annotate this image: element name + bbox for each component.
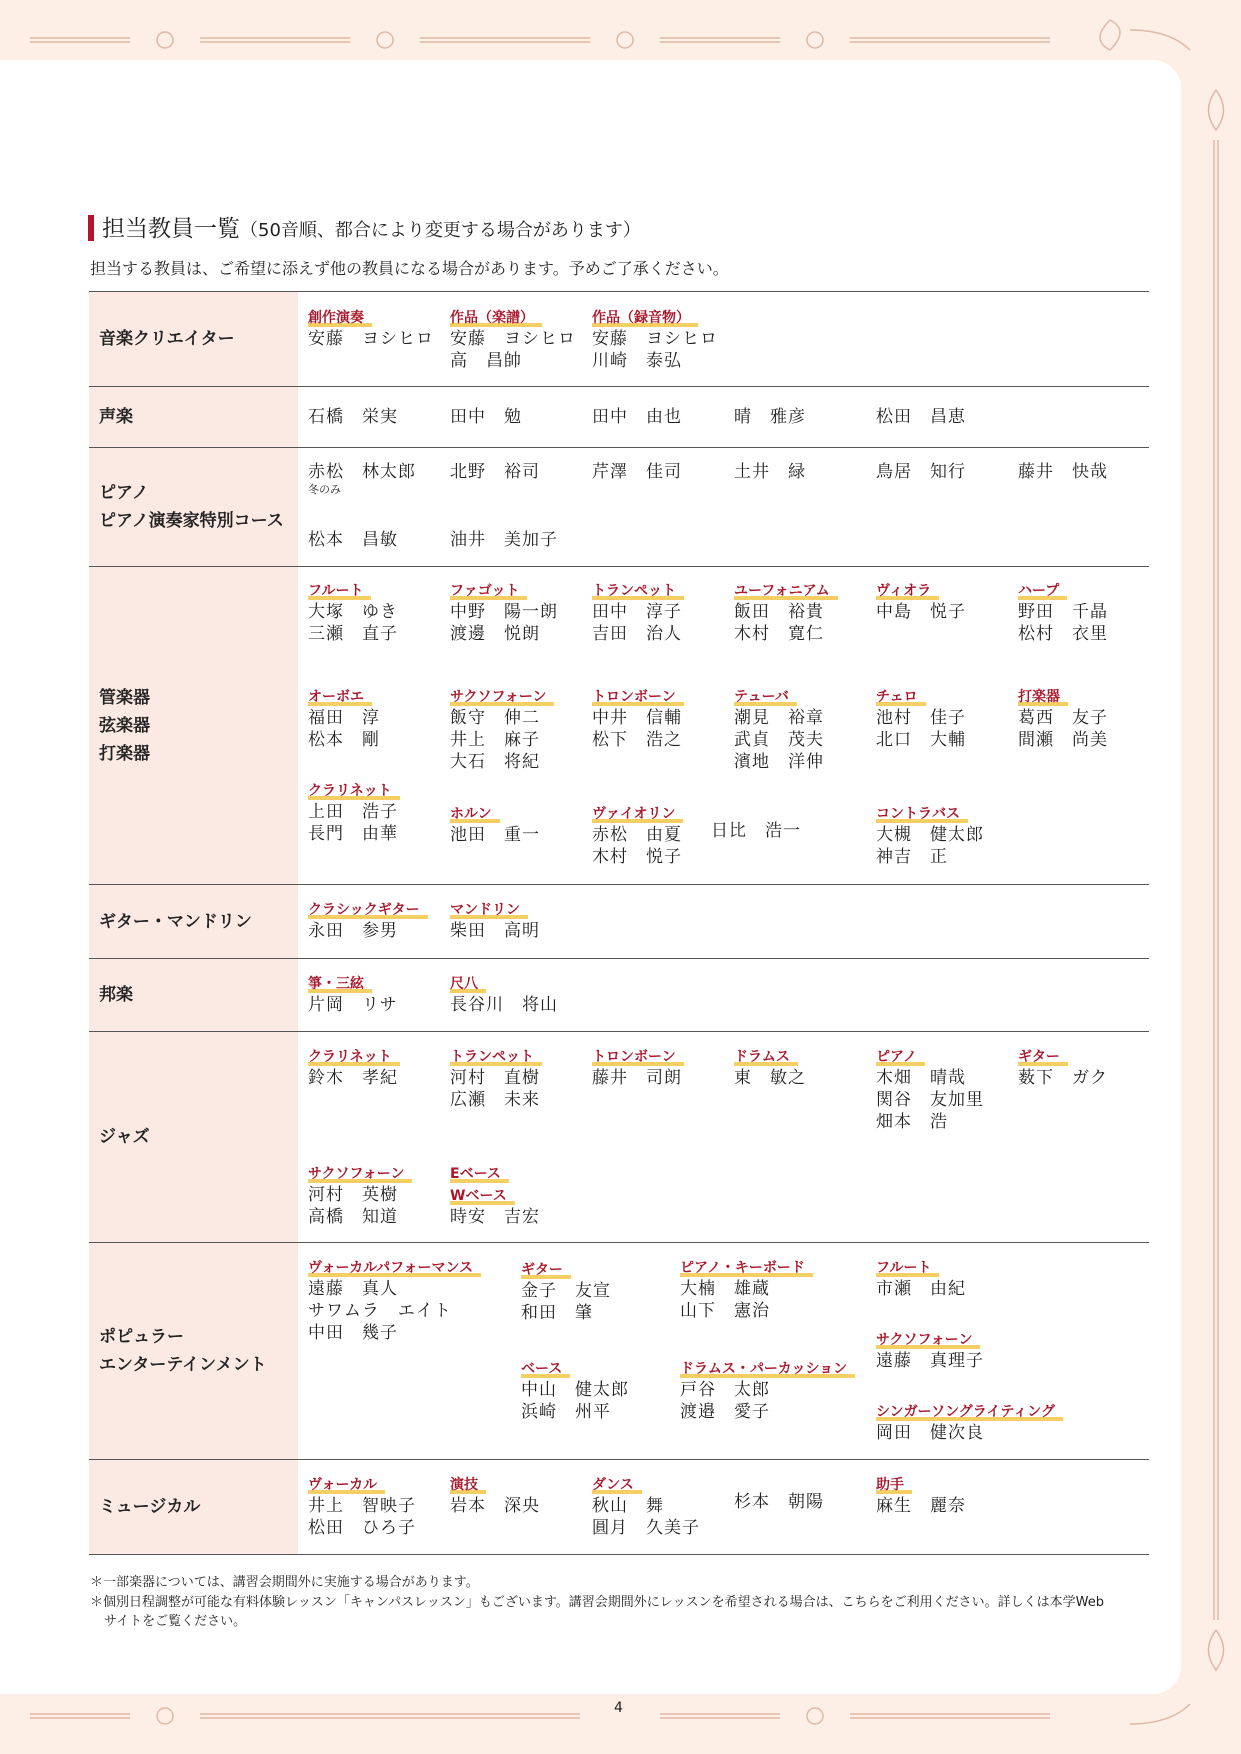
teacher-name: 和田 肇	[521, 1303, 593, 1323]
teacher-name: 木畑 晴哉	[876, 1068, 966, 1088]
instrument-heading: ドラムス・パーカッション	[680, 1360, 855, 1378]
instrument-heading: クラリネット	[308, 1048, 400, 1066]
instrument-heading: ダンス	[592, 1476, 642, 1494]
teacher-name: 田中 由也	[592, 407, 682, 427]
category-text: ギター・マンドリン	[99, 911, 252, 932]
instrument-group	[308, 306, 434, 350]
teacher-name: 渡邉 愛子	[680, 1402, 770, 1422]
instrument-heading: ヴァイオリン	[592, 805, 683, 823]
teacher-name: 松本 剛	[308, 730, 380, 750]
teacher-name: 遠藤 真理子	[876, 1351, 984, 1371]
instrument-heading: ドラムス	[734, 1048, 798, 1066]
page-title	[88, 210, 641, 243]
teacher-name: 関谷 友加里	[876, 1090, 984, 1110]
instrument-heading: ピアノ・キーボード	[680, 1259, 813, 1277]
teacher-name: 杉本 朝陽	[734, 1492, 824, 1512]
teacher-name: 河村 直樹	[450, 1068, 540, 1088]
instrument-heading: ベース	[521, 1360, 570, 1378]
teacher-name: 潮見 裕章	[734, 708, 824, 728]
instrument-heading: チェロ	[876, 688, 926, 706]
category-label	[89, 1032, 298, 1242]
instrument-group	[450, 306, 576, 372]
teacher-name: 日比 浩一	[711, 821, 801, 841]
teacher-name: 濱地 洋伸	[734, 752, 824, 772]
category-text: 管楽器	[99, 687, 150, 708]
category-text: 弦楽器	[99, 715, 150, 736]
teacher-name: 渡邊 悦朗	[450, 624, 540, 644]
table-row	[89, 1242, 1149, 1459]
teacher-name: 北野 裕司	[450, 462, 540, 482]
instrument-heading: 打楽器	[1018, 688, 1068, 706]
teacher-name: 松本 昌敏	[308, 530, 398, 550]
teacher-name: 松田 ひろ子	[308, 1518, 416, 1538]
teacher-name: 武貞 茂夫	[734, 730, 824, 750]
teacher-name: 中野 陽一朗	[450, 602, 558, 622]
teacher-name: 時安 吉宏	[450, 1207, 540, 1227]
teacher-name: 池田 重一	[450, 825, 540, 845]
instrument-heading: サクソフォーン	[308, 1165, 412, 1183]
instrument-heading: シンガーソングライティング	[876, 1403, 1063, 1421]
teacher-name: 吉田 治人	[592, 624, 682, 644]
teacher-name: 松田 昌恵	[876, 407, 966, 427]
instrument-heading: サクソフォーン	[450, 688, 554, 706]
teacher-name: 鳥居 知行	[876, 462, 966, 482]
instrument-heading: コントラバス	[876, 805, 968, 823]
category-label	[89, 567, 298, 884]
instrument-heading: Eベース	[450, 1165, 509, 1183]
category-text: ピアノ演奏家特別コース	[99, 511, 284, 531]
teacher-name: 北口 大輔	[876, 730, 966, 750]
instrument-heading: ギター	[521, 1261, 571, 1279]
category-text: ピアノ	[99, 483, 149, 503]
teacher-name: 岡田 健次良	[876, 1423, 984, 1443]
teacher-name: 安藤 ヨシヒロ	[450, 329, 576, 349]
category-label	[89, 1243, 298, 1459]
teacher-name: 土井 緑	[734, 462, 806, 482]
instrument-heading: ピアノ	[876, 1048, 925, 1066]
instrument-heading: トロンボーン	[592, 688, 684, 706]
table-row	[89, 958, 1149, 1031]
teacher-name: 井上 麻子	[450, 730, 540, 750]
teacher-name: 松下 浩之	[592, 730, 682, 750]
category-text: エンターテインメント	[99, 1355, 267, 1375]
instrument-heading: トロンボーン	[592, 1048, 684, 1066]
footnote: ＊個別日程調整が可能な有料体験レッスン「キャンパスレッスン」もございます。講習会期間外にレッスンを希望される場合は、こちらをご利用ください。詳しくは本学Web	[90, 1595, 1105, 1610]
instrument-heading: テューバ	[734, 688, 797, 706]
teacher-name: 長門 由華	[308, 824, 398, 844]
teacher-name: 赤松 林太郎	[308, 462, 416, 482]
category-text: ミュージカル	[99, 1497, 201, 1517]
intro-text: 担当する教員は、ご希望に添えず他の教員になる場合があります。予めご了承ください。	[90, 259, 729, 278]
instrument-heading: ヴォーカルパフォーマンス	[308, 1259, 481, 1277]
teacher-name: 遠藤 真人	[308, 1279, 398, 1299]
category-text: ジャズ	[99, 1127, 150, 1147]
teacher-name: 葛西 友子	[1018, 708, 1108, 728]
category-label	[89, 1460, 298, 1554]
teacher-name: 安藤 ヨシヒロ	[592, 329, 718, 349]
teacher-name: 薮下 ガク	[1018, 1068, 1108, 1088]
category-text: 邦楽	[99, 985, 133, 1005]
instrument-heading: トランペット	[592, 582, 684, 600]
teacher-name: 池村 佳子	[876, 708, 966, 728]
teacher-name: 芹澤 佳司	[592, 462, 682, 482]
teacher-name: 野田 千晶	[1018, 602, 1108, 622]
instrument-heading: 助手	[876, 1476, 912, 1494]
teacher-name: 市瀬 由紀	[876, 1279, 966, 1299]
teacher-name: 柴田 高明	[450, 921, 540, 941]
teacher-name: 秋山 舞	[592, 1496, 664, 1516]
teacher-name: 大塚 ゆき	[308, 602, 398, 622]
instrument-heading: 箏・三絃	[308, 975, 372, 993]
teacher-name: 赤松 由夏	[592, 825, 682, 845]
instrument-heading: 作品（楽譜）	[450, 309, 542, 327]
teacher-name: 長谷川 将山	[450, 995, 558, 1015]
teacher-name: 藤井 快哉	[1018, 462, 1108, 482]
teacher-name: 川崎 泰弘	[592, 351, 682, 371]
teacher-name: 松村 衣里	[1018, 624, 1108, 644]
instrument-heading: Wベース	[450, 1187, 515, 1205]
table-row	[89, 291, 1149, 386]
title-text: 担当教員一覧	[102, 216, 240, 242]
footnote: ＊一部楽器については、講習会期間外に実施する場合があります。	[90, 1575, 479, 1590]
teacher-name: 圓月 久美子	[592, 1518, 700, 1538]
footnote: サイトをご覧ください。	[104, 1614, 247, 1629]
instrument-heading: クラリネット	[308, 782, 400, 800]
teacher-name: 田中 勉	[450, 407, 522, 427]
top-ornament-border	[0, 0, 1241, 60]
teacher-name: 石橋 栄実	[308, 407, 398, 427]
teacher-name: 岩本 深央	[450, 1496, 540, 1516]
teacher-name: 油井 美加子	[450, 530, 558, 550]
teacher-name: 中井 信輔	[592, 708, 682, 728]
instrument-heading: フルート	[308, 582, 371, 600]
teacher-name: 田中 淳子	[592, 602, 682, 622]
teacher-name: 鈴木 孝紀	[308, 1068, 398, 1088]
category-text: 打楽器	[99, 743, 150, 764]
teacher-name: 木村 寛仁	[734, 624, 824, 644]
teacher-name: 中山 健太郎	[521, 1380, 629, 1400]
table-row	[89, 447, 1149, 566]
teacher-name: 片岡 リサ	[308, 995, 398, 1015]
teacher-name: 井上 智映子	[308, 1496, 416, 1516]
teacher-name: 晴 雅彦	[734, 407, 806, 427]
teacher-name: 飯守 伸二	[450, 708, 540, 728]
instrument-group	[592, 306, 718, 372]
teacher-name: 東 敏之	[734, 1068, 806, 1088]
instrument-heading: ホルン	[450, 805, 500, 823]
teacher-name: 安藤 ヨシヒロ	[308, 329, 434, 349]
teacher-name: 畑本 浩	[876, 1112, 948, 1132]
instrument-heading: オーボエ	[308, 688, 372, 706]
instrument-heading: ユーフォニアム	[734, 582, 838, 600]
teacher-name: 浜崎 州平	[521, 1402, 611, 1422]
category-text: ポピュラー	[99, 1327, 184, 1347]
table-row	[89, 884, 1149, 958]
teacher-name: 間瀬 尚美	[1018, 730, 1108, 750]
category-label	[89, 885, 298, 958]
instrument-heading: ヴィオラ	[876, 582, 939, 600]
table-row	[89, 1031, 1149, 1242]
category-label	[89, 448, 298, 566]
category-label	[89, 387, 298, 447]
teacher-name: 大楠 雄蔵	[680, 1279, 770, 1299]
table-row	[89, 1459, 1149, 1555]
category-text: 音楽クリエイター	[99, 329, 235, 349]
teacher-table	[89, 291, 1149, 1555]
availability-note: 冬のみ	[308, 483, 341, 496]
instrument-heading: ファゴット	[450, 582, 527, 600]
teacher-name: 永田 参男	[308, 921, 398, 941]
instrument-heading: ギター	[1018, 1048, 1068, 1066]
instrument-heading: ヴォーカル	[308, 1476, 385, 1494]
instrument-heading: ハープ	[1018, 582, 1067, 600]
instrument-heading: 尺八	[450, 975, 486, 993]
table-row	[89, 386, 1149, 447]
instrument-heading: 演技	[450, 1476, 486, 1494]
title-subtext: （50音順、都合により変更する場合があります）	[240, 220, 641, 241]
page-number: 4	[614, 1700, 623, 1716]
category-label	[89, 292, 298, 386]
teacher-name: 山下 憲治	[680, 1301, 770, 1321]
table-row	[89, 566, 1149, 884]
teacher-name: 大槻 健太郎	[876, 825, 984, 845]
teacher-name: 福田 淳	[308, 708, 380, 728]
instrument-heading: サクソフォーン	[876, 1331, 980, 1349]
title-accent-bar	[88, 215, 94, 241]
teacher-name: 河村 英樹	[308, 1185, 398, 1205]
teacher-name: 藤井 司朗	[592, 1068, 682, 1088]
category-text: 声楽	[99, 407, 133, 427]
teacher-name: 高 昌帥	[450, 351, 522, 371]
teacher-name: 中島 悦子	[876, 602, 966, 622]
teacher-name: 飯田 裕貴	[734, 602, 824, 622]
teacher-name: 金子 友宣	[521, 1281, 611, 1301]
instrument-heading: トランペット	[450, 1048, 542, 1066]
teacher-name: 神吉 正	[876, 847, 948, 867]
instrument-heading: マンドリン	[450, 901, 528, 919]
teacher-name: 麻生 麗奈	[876, 1496, 966, 1516]
teacher-name: 中田 幾子	[308, 1323, 398, 1343]
teacher-name: サワムラ エイト	[308, 1301, 452, 1321]
teacher-name: 高橋 知道	[308, 1207, 398, 1227]
teacher-name: 広瀬 未来	[450, 1090, 540, 1110]
instrument-heading: 創作演奏	[308, 309, 372, 327]
instrument-heading: フルート	[876, 1259, 939, 1277]
teacher-name: 上田 浩子	[308, 802, 398, 822]
instrument-heading: 作品（録音物）	[592, 309, 698, 327]
teacher-name: 三瀬 直子	[308, 624, 398, 644]
instrument-heading: クラシックギター	[308, 901, 428, 919]
category-label	[89, 959, 298, 1031]
teacher-name: 木村 悦子	[592, 847, 682, 867]
teacher-name: 戸谷 太郎	[680, 1380, 770, 1400]
right-ornament-border	[1181, 0, 1241, 1754]
teacher-name: 大石 将紀	[450, 752, 540, 772]
